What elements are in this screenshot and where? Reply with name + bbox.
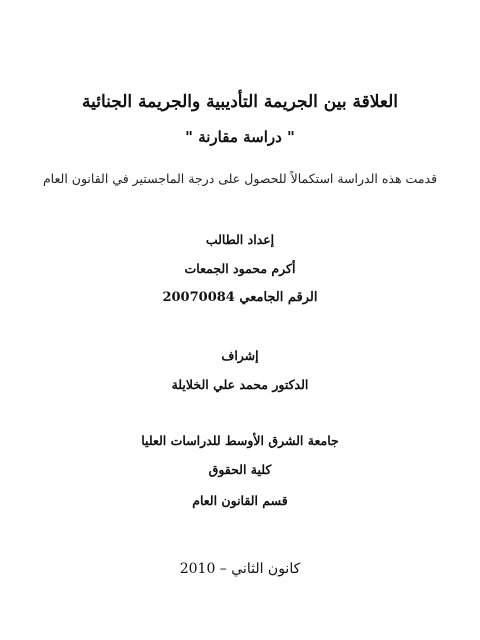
supervision-label: إشراف (221, 348, 259, 363)
supervisor-name: الدكتور محمد علي الخلايلة (171, 377, 309, 392)
submission-date: كانون الثاني – 2010 (179, 561, 301, 577)
thesis-statement: قدمت هذه الدراسة استكمالاً للحصول على درجة الماجستير في القانون العام (42, 171, 438, 186)
faculty-name: كلية الحقوق (208, 462, 272, 477)
prepared-by-label: إعداد الطالب (205, 232, 275, 247)
student-id-line: الرقم الجامعي 20070084 (162, 290, 318, 305)
thesis-subtitle: " دراسة مقارنة " (185, 128, 295, 146)
department-name: قسم القانون العام (192, 493, 288, 508)
thesis-title: العلاقة بين الجريمة التأديبية والجريمة الجنائية (81, 92, 398, 112)
university-name: جامعة الشرق الأوسط للدراسات العليا (141, 433, 339, 448)
student-name: أكرم محمود الجمعات (184, 261, 296, 276)
